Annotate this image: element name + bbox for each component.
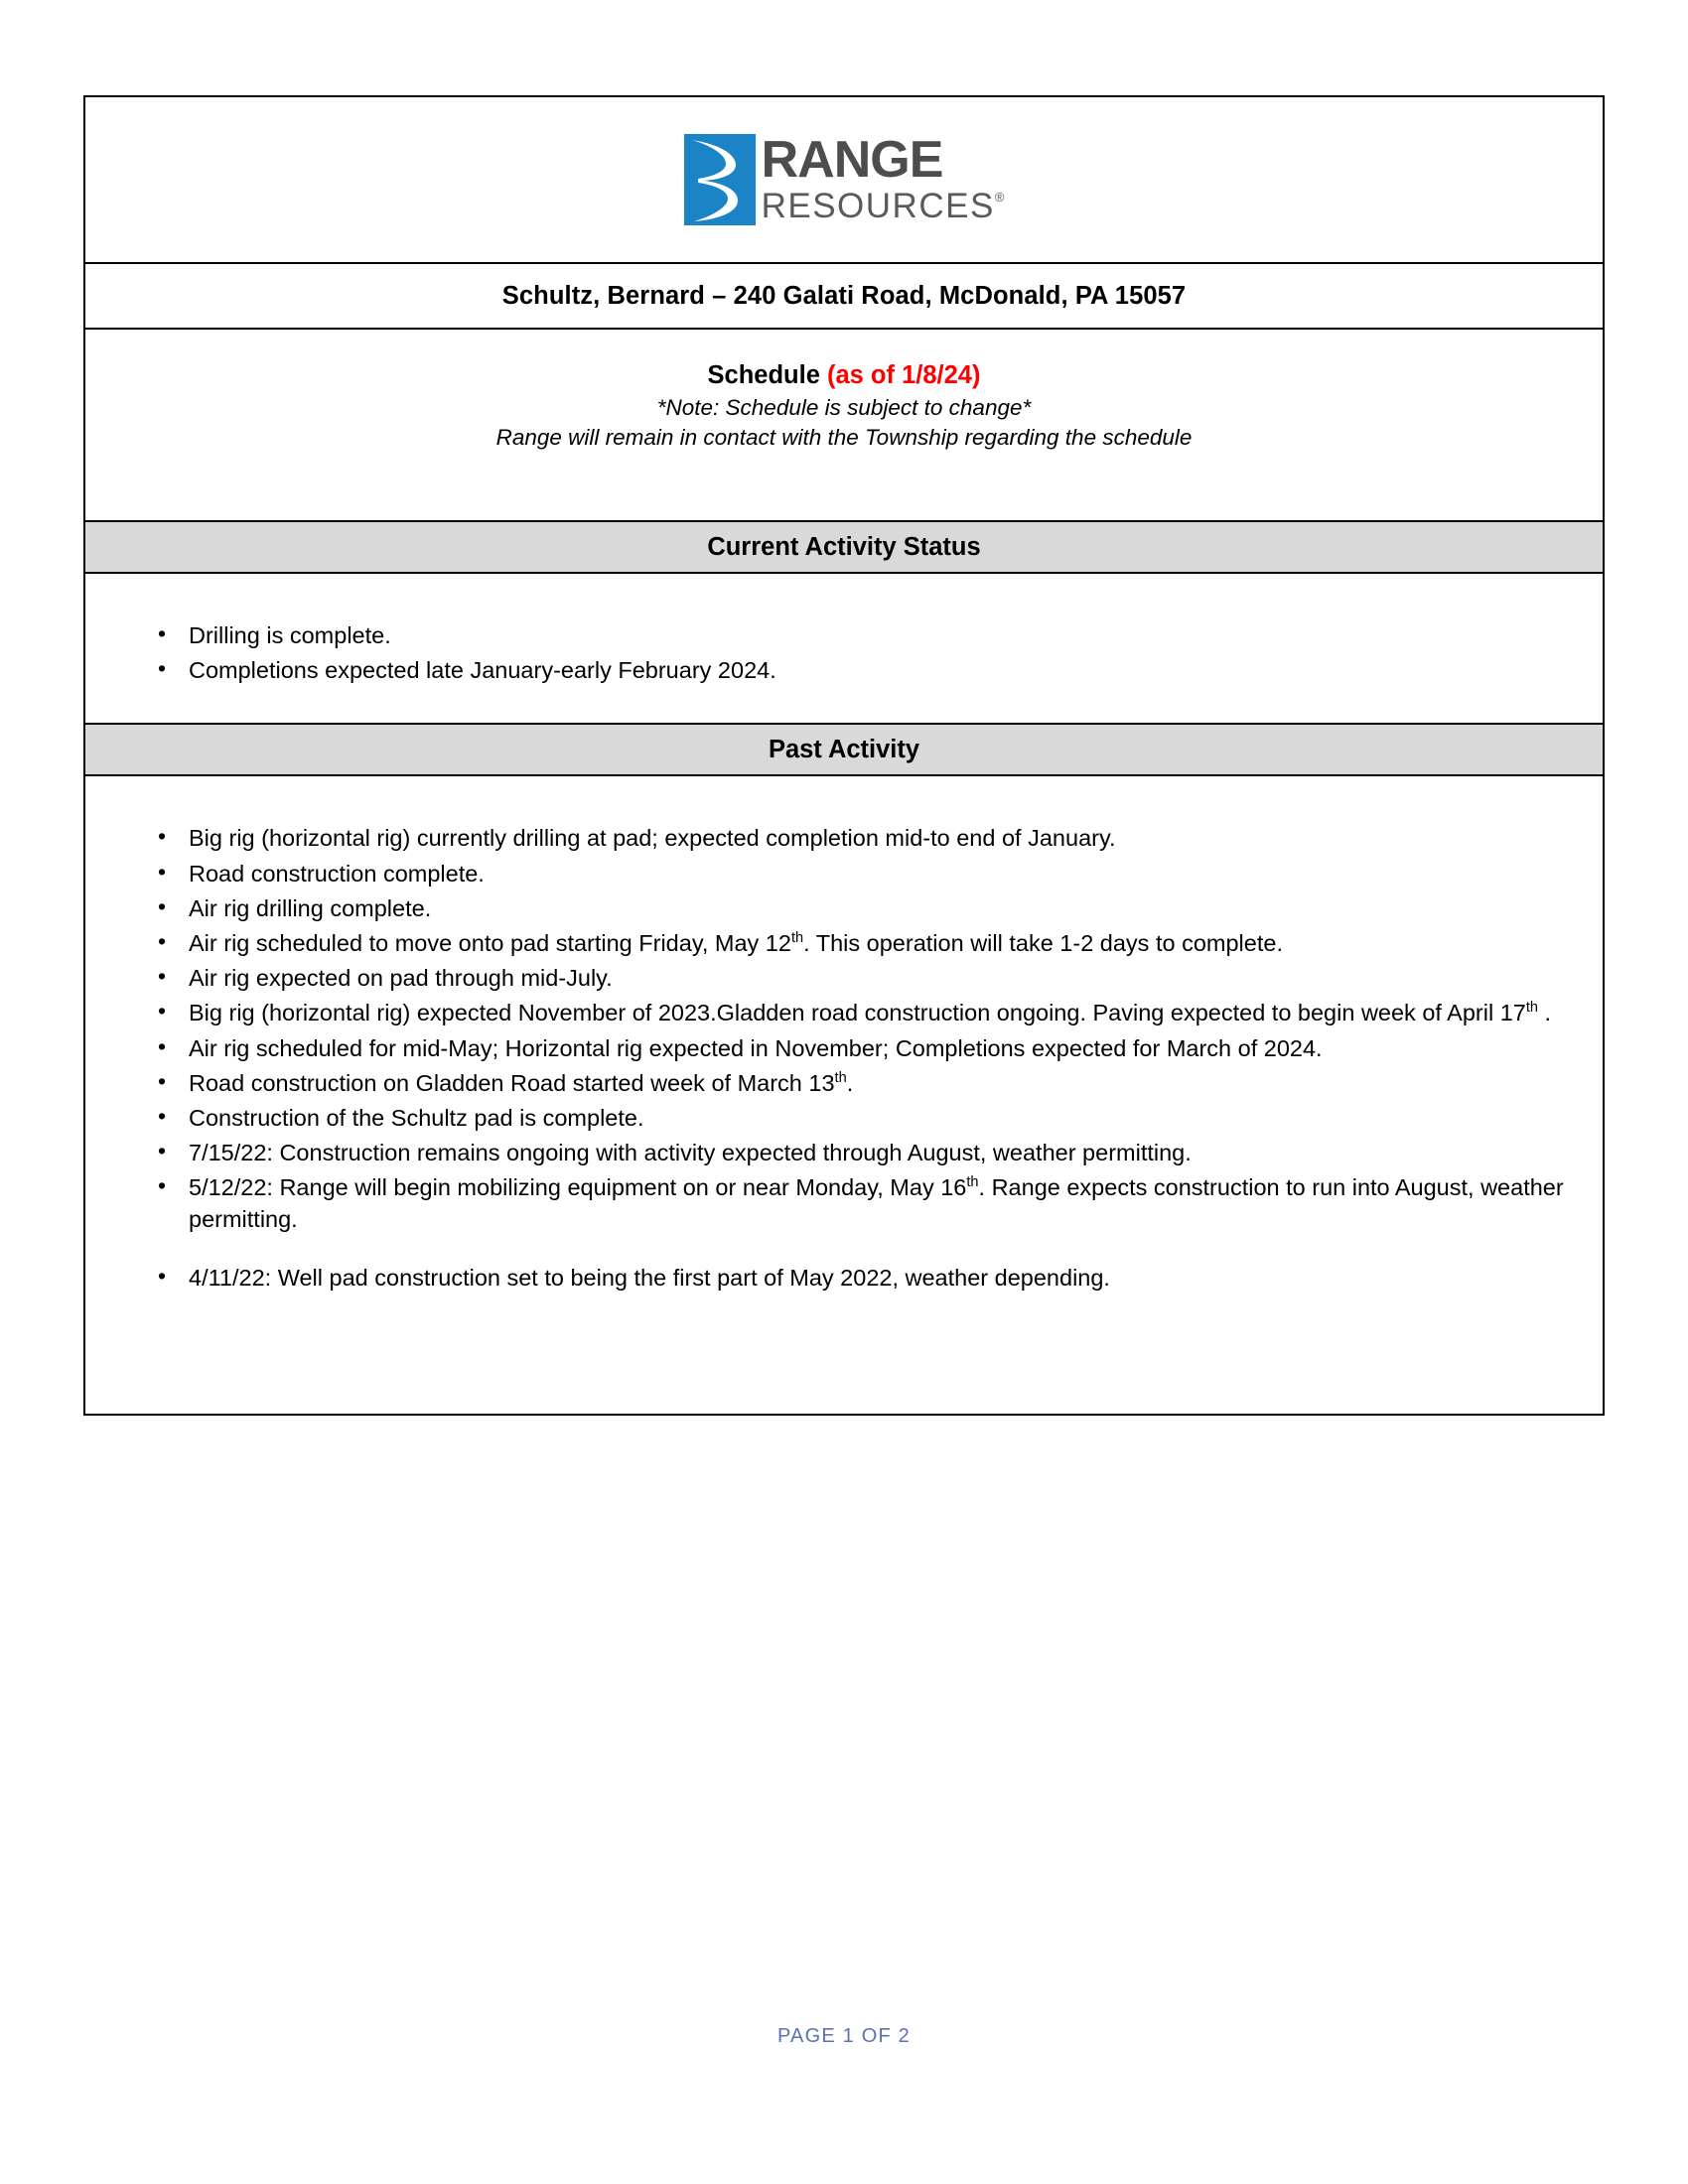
section-header-current-activity-status bbox=[85, 522, 1603, 574]
ordinal-suffix: th bbox=[966, 1174, 979, 1191]
section-header-past-activity bbox=[85, 725, 1603, 776]
current-activity-bullet-list bbox=[111, 619, 1577, 686]
past-activity-bullet-list bbox=[111, 822, 1577, 1293]
list-item: • Air rig expected on pad through mid-July. bbox=[111, 962, 1577, 994]
list-item-text: 5/12/22: Range will begin mobilizing equipment on or near Monday, May 16 bbox=[189, 1174, 967, 1201]
property-address: Schultz, Bernard – 240 Galati Road, McDonald, PA 15057 bbox=[501, 281, 1187, 310]
ordinal-suffix: th bbox=[834, 1069, 847, 1086]
list-item: • Drilling is complete. bbox=[111, 619, 1577, 651]
registered-trademark-icon: ® bbox=[994, 190, 1005, 205]
list-item bbox=[111, 1067, 1577, 1099]
range-r-mark-icon bbox=[684, 134, 756, 225]
list-item-text: Road construction on Gladden Road started week of March 13 bbox=[189, 1069, 835, 1096]
list-item bbox=[111, 1171, 1577, 1235]
list-item-text-cont: . bbox=[1538, 1000, 1552, 1026]
list-item: • Air rig scheduled for mid-May; Horizontal rig expected in November; Completions expected for March of 2024. bbox=[111, 1032, 1577, 1064]
document-frame bbox=[83, 95, 1605, 1416]
schedule-row bbox=[85, 330, 1603, 522]
ordinal-suffix: th bbox=[790, 930, 804, 947]
list-item bbox=[111, 927, 1577, 959]
list-item: • Air rig drilling complete. bbox=[111, 892, 1577, 924]
ordinal-suffix: th bbox=[1525, 1000, 1538, 1017]
list-item-text: Big rig (horizontal rig) expected November of 2023.Gladden road construction ongoing. Paving expected to begin week of April 17 bbox=[189, 1000, 1526, 1026]
section-body-past-activity bbox=[85, 776, 1603, 1413]
list-item: • 7/15/22: Construction remains ongoing with activity expected through August, weather permitting. bbox=[111, 1137, 1577, 1168]
list-item: • Big rig (horizontal rig) currently drilling at pad; expected completion mid-to end of January. bbox=[111, 822, 1577, 854]
list-item: • Construction of the Schultz pad is complete. bbox=[111, 1102, 1577, 1134]
list-item-text-cont: . This operation will take 1-2 days to complete. bbox=[803, 929, 1283, 956]
section-body-current-activity-status bbox=[85, 574, 1603, 725]
schedule-note-line-2: Range will remain in contact with the Township regarding the schedule bbox=[495, 424, 1193, 450]
section-title: Current Activity Status bbox=[707, 532, 981, 561]
list-item-text: Air rig scheduled to move onto pad starting Friday, May 12 bbox=[189, 929, 791, 956]
range-resources-logo bbox=[684, 130, 1005, 226]
list-item-text-cont: . bbox=[846, 1069, 854, 1096]
logo-wordmark bbox=[761, 130, 1005, 226]
list-item: • Road construction complete. bbox=[111, 858, 1577, 889]
logo-word-resources-wrap bbox=[761, 187, 1005, 226]
list-item: • Completions expected late January-early February 2024. bbox=[111, 654, 1577, 686]
schedule-as-of-date: (as of 1/8/24) bbox=[826, 361, 981, 389]
logo-row bbox=[85, 97, 1603, 264]
logo-word-resources: RESOURCES bbox=[761, 187, 995, 226]
schedule-note-line-1: *Note: Schedule is subject to change* bbox=[656, 395, 1032, 420]
section-title: Past Activity bbox=[768, 735, 920, 763]
list-item: • 4/11/22: Well pad construction set to being the first part of May 2022, weather depending. bbox=[111, 1262, 1577, 1294]
logo-word-range: RANGE bbox=[761, 130, 943, 189]
page-footer: PAGE 1 OF 2 bbox=[777, 2025, 911, 2047]
address-row bbox=[85, 264, 1603, 330]
list-item-text-cont: . Range expects construction to run into August, weather permitting. bbox=[189, 1174, 1564, 1233]
schedule-heading bbox=[708, 361, 981, 390]
schedule-label: Schedule bbox=[707, 361, 820, 389]
list-item bbox=[111, 997, 1577, 1028]
